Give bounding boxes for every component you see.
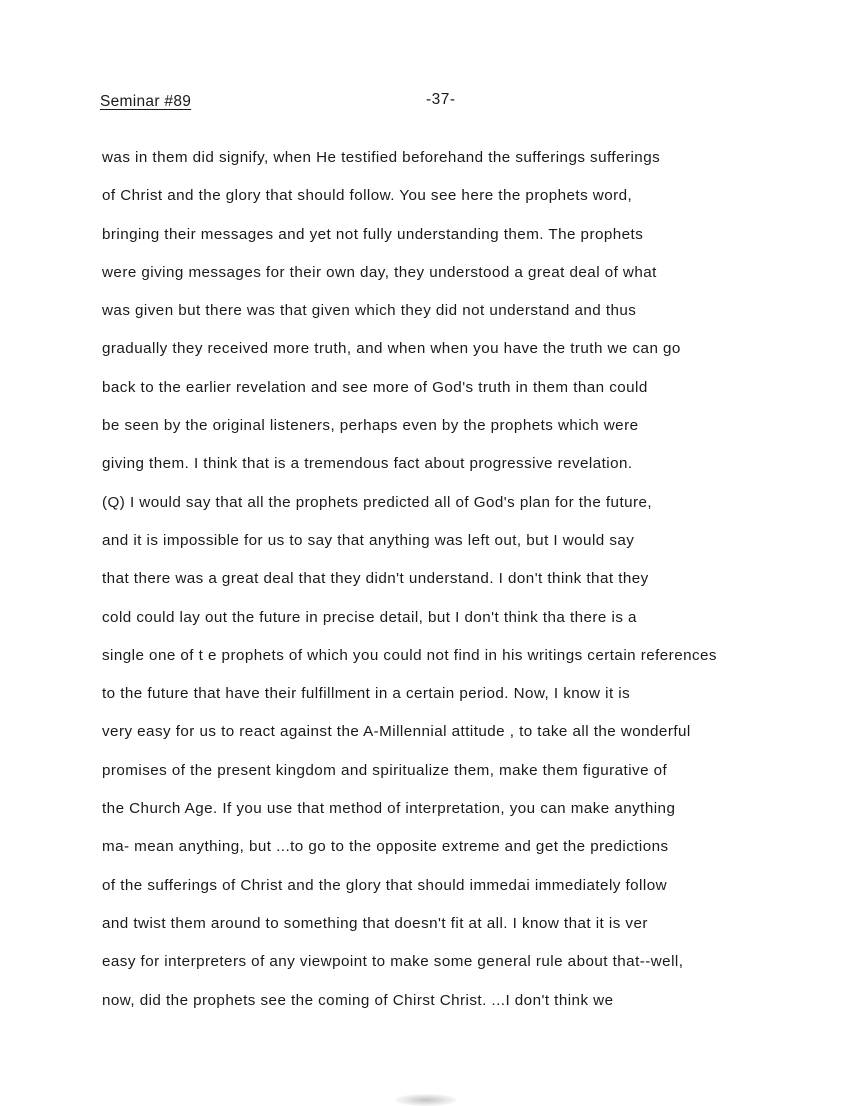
text-line: to the future that have their fulfillment in a certain period. Now, I know it is <box>102 685 631 703</box>
text-line: were giving messages for their own day, they understood a great deal of what <box>102 263 657 281</box>
text-line: and twist them around to something that doesn't fit at all. I know that it is ver <box>102 914 648 932</box>
text-line: was given but there was that given which they did not understand and thus <box>102 302 637 320</box>
text-line: promises of the present kingdom and spiritualize them, make them figurative of <box>102 761 668 779</box>
scan-smudge <box>396 1094 456 1106</box>
text-line: ma- mean anything, but ...to go to the opposite extreme and get the predictions <box>102 838 669 856</box>
seminar-header: Seminar #89 <box>100 93 192 110</box>
text-line: cold could lay out the future in precise detail, but I don't think tha there is a <box>102 608 637 626</box>
text-line: now, did the prophets see the coming of Chirst Christ. ...I don't think we <box>102 991 614 1009</box>
text-line: back to the earlier revelation and see more of God's truth in them than could <box>102 378 648 396</box>
text-line: single one of t e prophets of which you could not find in his writings certain references <box>102 646 717 664</box>
text-line: giving them. I think that is a tremendous fact about progressive revelation. <box>102 455 633 473</box>
text-line: bringing their messages and yet not fully understanding them. The prophets <box>102 225 644 243</box>
text-line: that there was a great deal that they didn't understand. I don't think that they <box>102 570 649 588</box>
text-line: be seen by the original listeners, perhaps even by the prophets which were <box>102 417 639 435</box>
page-number: -37- <box>426 91 456 108</box>
text-line: was in them did signify, when He testified beforehand the sufferings sufferings <box>102 149 661 166</box>
text-line: very easy for us to react against the A-Millennial attitude , to take all the wonderful <box>102 723 691 741</box>
text-line: of the sufferings of Christ and the glory that should immedai immediately follow <box>102 876 668 894</box>
text-line: easy for interpreters of any viewpoint to make some general rule about that--well, <box>102 953 684 971</box>
text-line: the Church Age. If you use that method of interpretation, you can make anything <box>102 800 676 818</box>
text-line: of Christ and the glory that should follow. You see here the prophets word, <box>102 187 633 205</box>
page-body <box>102 148 832 1029</box>
text-line: gradually they received more truth, and when when you have the truth we can go <box>102 340 681 358</box>
text-line: (Q) I would say that all the prophets predicted all of God's plan for the future, <box>102 493 653 511</box>
text-line: and it is impossible for us to say that anything was left out, but I would say <box>102 531 635 549</box>
